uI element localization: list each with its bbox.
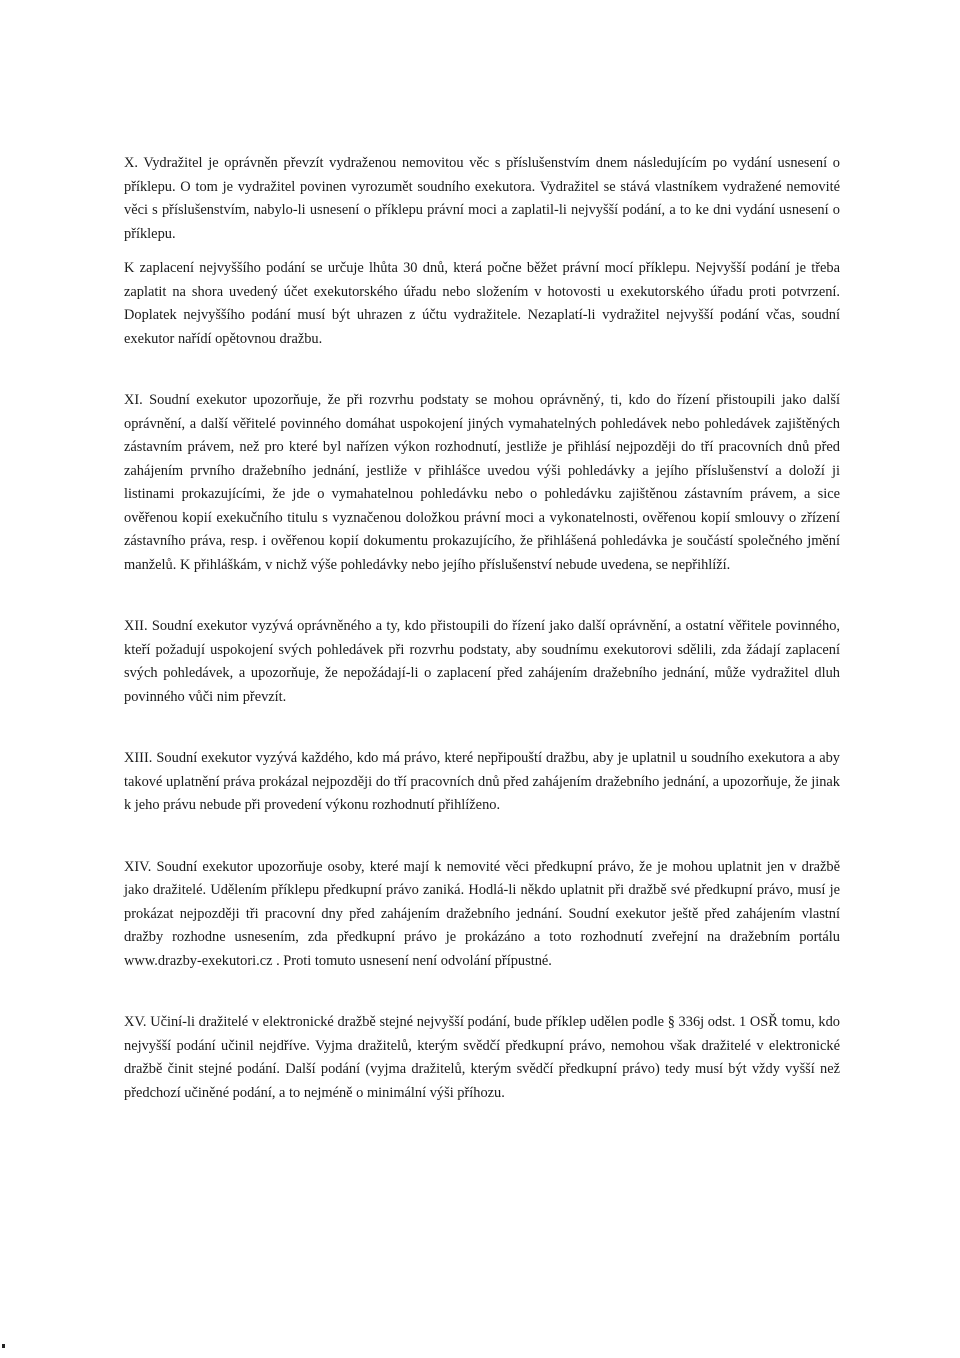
paragraph bbox=[124, 152, 840, 246]
section-x bbox=[124, 152, 840, 351]
paragraph bbox=[124, 389, 840, 577]
paragraph bbox=[124, 856, 840, 974]
paragraph-text: Soudní exekutor vyzývá každého, kdo má právo, které nepřipouští dražbu, aby je uplatnil u soudního exekutora a aby takové uplatnění práva prokázal nejpozději do tří pracovních dnů před zahájením dražebního jednání, a upozorňuje, že jinak k jeho právu nebude při provedení výkonu rozhodnutí přihlíženo. bbox=[124, 750, 840, 813]
paragraph-text: Soudní exekutor upozorňuje osoby, které mají k nemovité věci předkupní právo, že je mohou uplatnit jen v dražbě jako dražitelé. Udělením příklepu předkupní právo zaniká. Hodlá-li někdo uplatnit při dražbě své předkupní právo, musí je prokázat nejpozději tři pracovní dny před zahájením dražebního jednání. Soudní exekutor ještě před zahájením vlastní dražby rozhodne usnesením, zda předkupní právo je prokázáno a toto rozhodnutí zveřejní na dražebním portálu www.drazby-exekutori.cz . Proti tomuto usnesení není odvolání přípustné. bbox=[124, 858, 840, 969]
paragraph-text: Soudní exekutor upozorňuje, že při rozvrhu podstaty se mohou oprávněný, ti, kdo do řízení přistoupili jako další oprávnění, a další věřitelé povinného domáhat uspokojení jiných vymahatelných pohledávek nebo pohledávek zajištěných zástavním právem, než pro které byl nařízen výkon rozhodnutí, jestliže je přihlásí nejpozději do tří pracovních dnů před zahájením prvního dražebního jednání, jestliže v přihlášce uvedou výši pohledávky a jejího příslušenství a doloží ji listinami prokazujícími, že jde o vymahatelnou pohledávku nebo o pohledávku zajištěnou zástavním právem, a sice ověřenou kopií exekučního titulu s vyznačenou doložkou právní moci a vykonatelnosti, ověřenou kopií smlouvy o zřízení zástavního práva, resp. i ověřenou kopií dokumentu prokazujícího, že přihlášená pohledávka je součástí společného jmění manželů. K přihláškám, v nichž výše pohledávky nebo jejího příslušenství nebude uvedena, se nepřihlíží. bbox=[124, 392, 840, 573]
scan-artifact-mark bbox=[2, 1344, 5, 1348]
section-number: XIII. bbox=[124, 750, 153, 766]
section-number: XII. bbox=[124, 618, 148, 634]
paragraph bbox=[124, 1011, 840, 1105]
paragraph bbox=[124, 615, 840, 709]
section-xv bbox=[124, 1011, 840, 1105]
section-number: XI. bbox=[124, 392, 143, 408]
paragraph-text: K zaplacení nejvyššího podání se určuje lhůta 30 dnů, která počne běžet právní mocí příklepu. Nejvyšší podání je třeba zaplatit na shora uvedený účet exekutorského úřadu nebo složením v hotovosti u exekutorského úřadu proti potvrzení. Doplatek nejvyššího podání musí být uhrazen z účtu vydražitele. Nezaplatí-li vydražitel nejvyšší podání včas, soudní exekutor nařídí opětovnou dražbu. bbox=[124, 260, 840, 347]
section-number: XIV. bbox=[124, 858, 152, 875]
paragraph-text: Soudní exekutor vyzývá oprávněného a ty, kdo přistoupili do řízení jako další oprávnění, a ostatní věřitele povinného, kteří požadují uspokojení svých pohledávek při rozvrhu podstaty, aby soudnímu exekutorovi sdělili, zda žádají zaplacení svých pohledávek, a upozorňuje, že nepožádají-li o zaplacení před zahájením dražebního jednání, může vydražitel dluh povinného vůči nim převzít. bbox=[124, 618, 840, 705]
section-xiii bbox=[124, 747, 840, 818]
section-xi bbox=[124, 389, 840, 577]
section-xii bbox=[124, 615, 840, 709]
section-xiv bbox=[124, 856, 840, 974]
paragraph bbox=[124, 257, 840, 351]
document-page bbox=[124, 152, 840, 1105]
section-number: X. bbox=[124, 155, 138, 171]
section-number: XV. bbox=[124, 1014, 147, 1030]
paragraph-text: Vydražitel je oprávněn převzít vydraženou nemovitou věc s příslušenstvím dnem následujícím po vydání usnesení o příklepu. O tom je vydražitel povinen vyrozumět soudního exekutora. Vydražitel se stává vlastníkem vydražené nemovité věci s příslušenstvím, nabylo-li usnesení o příklepu právní moci a zaplatil-li nejvyšší podání, a to ke dni vydání usnesení o příklepu. bbox=[124, 155, 840, 242]
paragraph-text: Učiní-li dražitelé v elektronické dražbě stejné nejvyšší podání, bude příklep udělen podle § 336j odst. 1 OSŘ tomu, kdo nejvyšší podání učinil nejdříve. Vyjma dražitelů, kterým svědčí předkupní právo, nemohou však dražitelé v elektronické dražbě činit stejné podání. Další podání (vyjma dražitelů, kterým svědčí předkupní právo) tedy musí být vždy vyšší než předchozí učiněné podání, a to nejméně o minimální výši příhozu. bbox=[124, 1014, 840, 1101]
paragraph bbox=[124, 747, 840, 818]
